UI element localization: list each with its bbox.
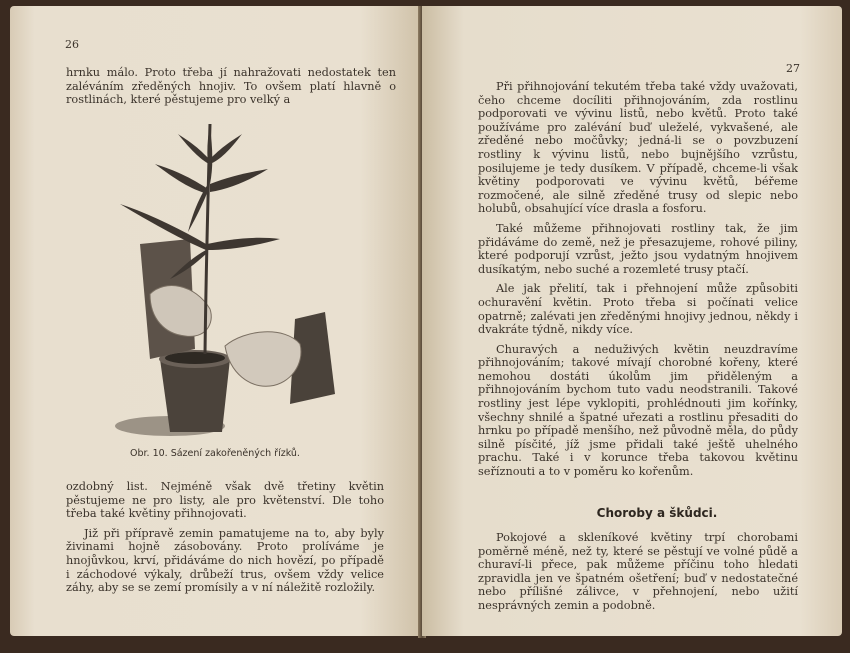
page-number-right: 27 (786, 62, 800, 75)
section-heading: Choroby a škůdci. (596, 506, 718, 520)
right-hand (225, 332, 301, 386)
paragraph: hrnku málo. Proto třeba jí nahražovati nedostatek ten zaléváním zředěných hnojiv. To ovšem platí hlavně o rostlinách, které pěstujeme pro velký a (66, 66, 396, 107)
left-bottom-text (66, 480, 384, 601)
paragraph: Ale jak přelití, tak i přehnojení může způsobiti ochuravění květin. Proto třeba si počínati velice opatrně; zalévati jen zředěnými hnojivy jednou, někdy i dvakráte týdně, nikdy více. (478, 282, 798, 337)
paragraph: Také můžeme přihnojovati rostliny tak, že jim přidáváme do země, než je přesazujeme, rohové piliny, které podporují vzrůst, ježto jsou vydatným hnojivem dusíkatým, nebo suché a rozemleté trusy ptačí. (478, 221, 798, 276)
paragraph: Churavých a neduživých květin neuzdravíme přihnojováním; takové mívají chorobné kořeny, které nemohou dostáti úkolům jim přiděleným a přihnojováním bychom tuto vadu neodstranili. Takové rostliny jest lépe vyklopiti, prohlédnouti jim kořínky, všechny shnilé a špatné uřezati a rostlinu přesaditi do hrnku po případě menšího, než původně měla, do půdy silně písčité, jíž jsme přidali také ještě uhelného prachu. Také i v koruncе třeba takovou květinu seříznouti a to v poměru ko kořenům. (478, 342, 798, 479)
right-page (422, 6, 842, 636)
section-text (478, 531, 798, 619)
flower-pot (160, 359, 230, 432)
paragraph: ozdobný list. Nejméně však dvě třetiny květin pěstujeme ne pro listy, ale pro květenství. Dle toho třeba také květiny přihnojovati. (66, 480, 384, 521)
pot-soil (165, 352, 225, 364)
paragraph: Při přihnojování tekutém třeba také vždy uvažovati, čeho chceme docíliti přihnojováním, zda rostlinu podporovati ve vývinu listů, nebo květů. Proto také používáme pro zalévání buď uleželé, vykvašené, ale zředěné nebo močůvky; jedná-li se o povzbuzení rostliny k vývinu listů, nebo bujnějšího vzrůstu, posilujeme je tedy dusíkem. V případě, chceme-li však květiny podporovati ve vývinu květů, béřeme rozmočené, ale silně zředěné trusy od slepic nebo holubů, obsahující více drasla a fosforu. (478, 80, 798, 216)
left-page (10, 6, 422, 636)
left-top-text (66, 66, 396, 113)
page-number-left: 26 (65, 38, 79, 51)
right-main-text (478, 80, 798, 485)
paragraph: Již při přípravě zemin pamatujeme na to, aby byly živinami hojně zásobovány. Proto prolíváme je hnojůvkou, krví, přidáváme do nich hovězí, po případě i záchodové výkaly, drůbeží trus, ovšem vždy velice záhy, aby se se zemí promísily a v ní náležitě rozložily. (66, 526, 384, 595)
figure-planting-cuttings (110, 114, 340, 444)
figure-caption: Obr. 10. Sázení zakořeněných řízků. (130, 448, 300, 459)
paragraph: Pokojové a skleníkové květiny trpí chorobami poměrně méně, než ty, které se pěstují ve volné půdě a churaví-li přece, pak můžeme příčinu toho hledati zpravidla jen ve špatném ošetření; buď v nedostatečné nebo přílišné zálivce, v přehnojení, nebo užití nesprávných zemin a podobně. (478, 531, 798, 612)
